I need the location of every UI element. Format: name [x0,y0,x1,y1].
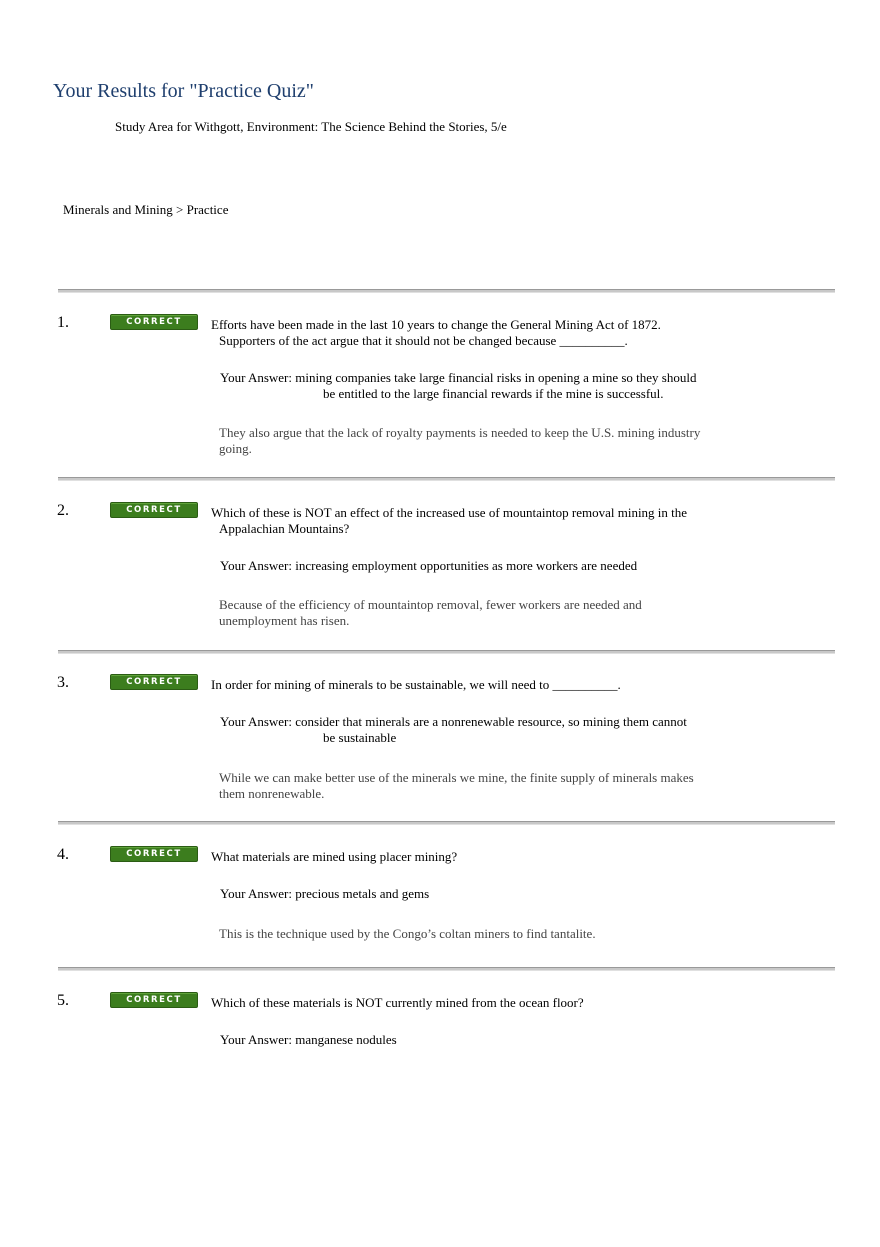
question-number: 3. [57,674,69,691]
breadcrumb: Minerals and Mining > Practice [63,202,229,217]
question-text [211,849,711,865]
your-answer [220,370,720,402]
your-answer [220,714,720,746]
your-answer [220,558,720,574]
feedback: While we can make better use of the minerals we mine, the finite supply of minerals makes them nonrenewable. [219,770,694,801]
correct-badge: CORRECT [110,992,198,1008]
page-title: Your Results for "Practice Quiz" [53,80,314,102]
divider [58,477,835,481]
answer-line1: Your Answer: manganese nodules [220,1032,397,1047]
feedback: Because of the efficiency of mountaintop removal, fewer workers are needed and unemployment has risen. [219,597,642,628]
question-text [211,677,711,693]
study-area-subtitle: Study Area for Withgott, Environment: The Science Behind the Stories, 5/e [115,119,507,134]
answer-line1: Your Answer: consider that minerals are a nonrenewable resource, so mining them cannot [220,714,687,729]
feedback: They also argue that the lack of royalty payments is needed to keep the U.S. mining industry going. [219,425,701,456]
answer-line1: Your Answer: mining companies take large financial risks in opening a mine so they should [220,370,697,385]
your-answer [220,1032,720,1048]
your-answer [220,886,720,902]
question-text [211,317,711,349]
feedback: This is the technique used by the Congo’s coltan miners to find tantalite. [219,926,596,941]
divider [58,821,835,825]
question-text-line2: Supporters of the act argue that it should not be changed because __________. [219,333,628,348]
question-number: 2. [57,502,69,519]
correct-badge: CORRECT [110,314,198,330]
question-text-line1: Efforts have been made in the last 10 years to change the General Mining Act of 1872. [211,317,661,332]
question-text-line1: In order for mining of minerals to be sustainable, we will need to __________. [211,677,621,692]
answer-line1: Your Answer: increasing employment opportunities as more workers are needed [220,558,638,573]
question-number: 5. [57,992,69,1009]
answer-line2: be entitled to the large financial rewards if the mine is successful. [323,386,664,401]
divider [58,289,835,293]
divider [58,967,835,971]
correct-badge: CORRECT [110,846,198,862]
question-number: 4. [57,846,69,863]
question-text-line1: Which of these is NOT an effect of the increased use of mountaintop removal mining in the [211,505,688,520]
correct-badge: CORRECT [110,502,198,518]
question-text [211,995,711,1011]
question-text-line1: What materials are mined using placer mining? [211,849,458,864]
question-text-line2: Appalachian Mountains? [219,521,350,536]
answer-line2: be sustainable [323,730,397,745]
question-text [211,505,711,537]
answer-line1: Your Answer: precious metals and gems [220,886,430,901]
divider [58,650,835,654]
correct-badge: CORRECT [110,674,198,690]
question-text-line1: Which of these materials is NOT currently mined from the ocean floor? [211,995,584,1010]
question-number: 1. [57,314,69,331]
